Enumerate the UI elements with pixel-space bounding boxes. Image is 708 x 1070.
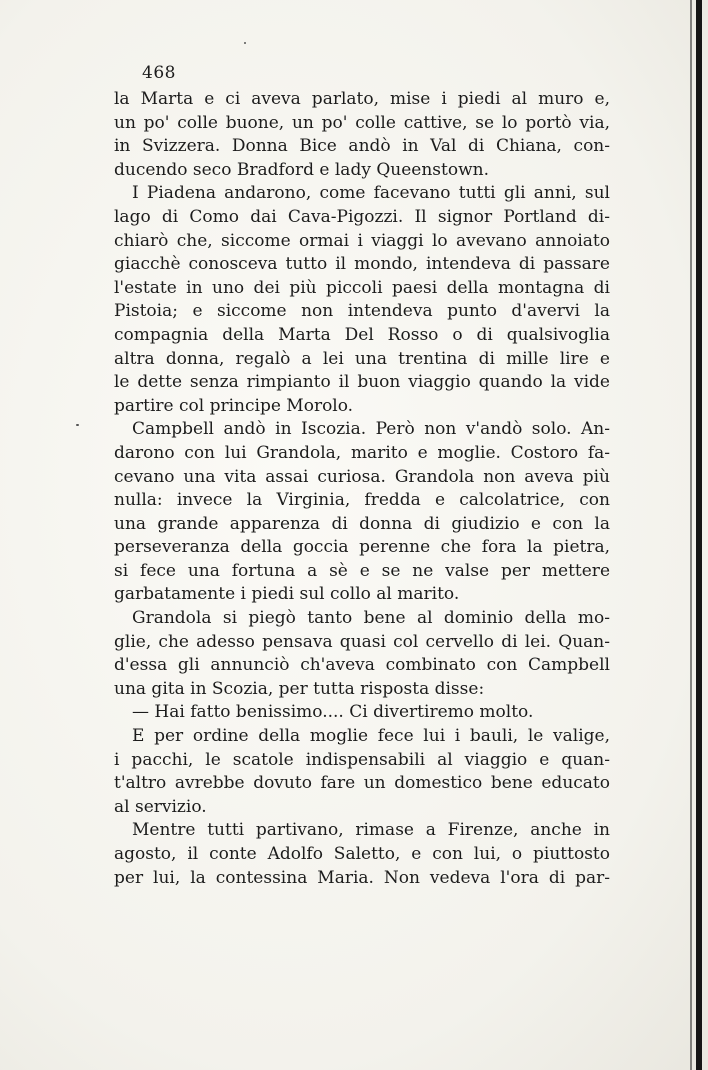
text-line: darono con lui Grandola, marito e moglie. Costoro fa- bbox=[114, 442, 610, 463]
text-line: altra donna, regalò a lei una trentina di mille lire e bbox=[114, 348, 610, 369]
text-line: compagnia della Marta Del Rosso o di qualsivoglia bbox=[114, 324, 610, 345]
text-line: chiarò che, siccome ormai i viaggi lo avevano annoiato bbox=[114, 230, 610, 251]
page-number: 468 bbox=[142, 63, 176, 83]
paragraph-start-line: E per ordine della moglie fece lui i bauli, le valige, bbox=[132, 726, 610, 747]
text-line: glie, che adesso pensava quasi col cervello di lei. Quan- bbox=[114, 631, 610, 652]
text-line: la Marta e ci aveva parlato, mise i piedi al muro e, bbox=[114, 89, 610, 109]
print-speck bbox=[76, 424, 79, 426]
text-line: le dette senza rimpianto il buon viaggio quando la vide bbox=[114, 372, 610, 393]
text-line: al servizio. bbox=[114, 796, 207, 817]
paragraph-start-line: Mentre tutti partivano, rimase a Firenze, anche in bbox=[132, 820, 610, 841]
text-line: ducendo seco Bradford e lady Queenstown. bbox=[114, 159, 489, 180]
text-line: partire col principe Morolo. bbox=[114, 395, 354, 416]
text-line: garbatamente i piedi sul collo al marito. bbox=[114, 584, 460, 605]
text-line: una gita in Scozia, per tutta risposta disse: bbox=[114, 678, 485, 699]
text-line: d'essa gli annunciò ch'aveva combinato con Campbell bbox=[114, 655, 610, 676]
text-line: per lui, la contessina Maria. Non vedeva l'ora di par- bbox=[114, 867, 610, 888]
text-line: giacchè conosceva tutto il mondo, intendeva di passare bbox=[114, 254, 610, 275]
text-line: t'altro avrebbe dovuto fare un domestico bene educato bbox=[114, 773, 610, 794]
text-line: perseveranza della goccia perenne che fora la pietra, bbox=[114, 537, 610, 558]
text-line: nulla: invece la Virginia, fredda e calcolatrice, con bbox=[114, 490, 610, 511]
paragraph-start-line: I Piadena andarono, come facevano tutti gli anni, sul bbox=[132, 183, 610, 204]
text-line: si fece una fortuna a sè e se ne valse per mettere bbox=[114, 560, 610, 581]
body-text bbox=[114, 88, 610, 890]
paragraph-start-line: Campbell andò in Iscozia. Però non v'andò solo. An- bbox=[132, 419, 610, 440]
text-line: lago di Como dai Cava-Pigozzi. Il signor Portland di- bbox=[114, 206, 610, 227]
text-line: l'estate in uno dei più piccoli paesi della montagna di bbox=[114, 277, 610, 298]
dialogue-line: — Hai fatto benissimo.... Ci divertiremo molto. bbox=[132, 702, 534, 723]
page-binding-edge bbox=[696, 0, 702, 1070]
print-speck bbox=[244, 42, 246, 44]
text-line: un po' colle buone, un po' colle cattive, se lo portò via, bbox=[114, 112, 610, 133]
paragraph-start-line: Grandola si piegò tanto bene al dominio della mo- bbox=[132, 608, 610, 629]
text-line: una grande apparenza di donna di giudizio e con la bbox=[114, 513, 610, 534]
text-line: Pistoia; e siccome non intendeva punto d'avervi la bbox=[114, 301, 610, 322]
text-line: in Svizzera. Donna Bice andò in Val di Chiana, con- bbox=[114, 136, 610, 157]
text-line: i pacchi, le scatole indispensabili al viaggio e quan- bbox=[114, 749, 610, 770]
text-line: agosto, il conte Adolfo Saletto, e con lui, o piuttosto bbox=[114, 844, 610, 864]
text-line: cevano una vita assai curiosa. Grandola non aveva più bbox=[114, 466, 610, 487]
page-edge-shadow bbox=[690, 0, 692, 1070]
